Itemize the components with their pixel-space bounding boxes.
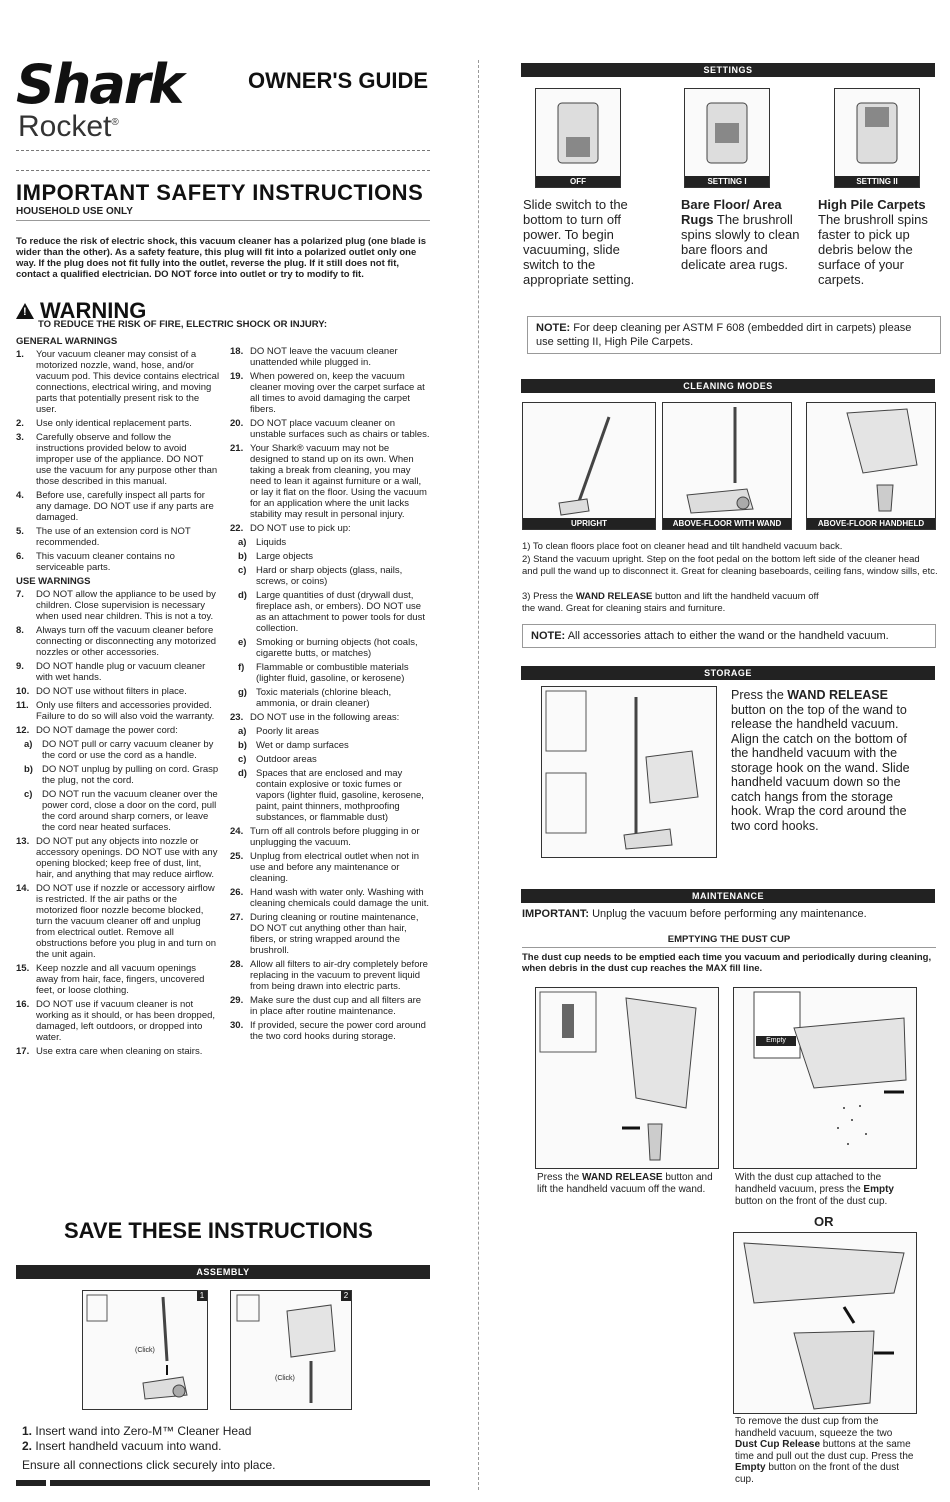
dust-cup-figure-1	[535, 987, 719, 1169]
warning-item-text: Make sure the dust cup and all filters are in place after routine maintenance.	[250, 995, 422, 1017]
above-floor-wand-illustration	[663, 403, 791, 529]
warning-item-text: The use of an extension cord is NOT recommended.	[36, 526, 191, 548]
warning-item-text: If provided, secure the power cord around the two cord hooks during storage.	[250, 1020, 426, 1042]
warning-item-number: 12.	[16, 725, 30, 736]
warning-item-text: DO NOT use without filters in place.	[36, 686, 187, 697]
warning-item-text: DO NOT damage the power cord:	[36, 725, 178, 736]
assembly-step-2: 2. Insert handheld vacuum into wand.	[22, 1439, 222, 1453]
warning-item-text: DO NOT put any objects into nozzle or accessory openings. DO NOT use with any opening blocked; keep free of dust, lint, hair, and anything that may reduce airflow.	[36, 836, 218, 880]
warning-item-number: b)	[238, 551, 247, 562]
guide-title: OWNER'S GUIDE	[248, 68, 429, 93]
dust-cup-caption-3: To remove the dust cup from the handheld vacuum, squeeze the two Dust Cup Release buttons at the same time and pull out the dust cup. Press the Empty button on the front of the dust cup.	[735, 1416, 914, 1485]
warning-item-text: DO NOT unplug by pulling on cord. Grasp the plug, not the cord.	[42, 764, 219, 786]
warning-item-number: c)	[24, 789, 33, 800]
switch-setting-ii-illustration	[835, 89, 919, 187]
warning-item-text: DO NOT allow the appliance to be used by children. Close supervision is necessary when used near children. This is not a toy.	[36, 589, 216, 622]
warning-item	[16, 725, 220, 736]
warning-item	[16, 625, 220, 658]
warning-item-text: DO NOT use in the following areas:	[250, 712, 400, 723]
mode-wand-figure	[662, 402, 792, 530]
warning-item	[16, 551, 220, 573]
setting-ii-figure	[834, 88, 920, 188]
warning-item-number: 17.	[16, 1046, 30, 1057]
warning-item-number: 30.	[230, 1020, 244, 1031]
warning-item	[16, 349, 220, 415]
warning-item-text: When powered on, keep the vacuum cleaner moving over the carpet surface at all times to avoid damaging the carpet fibers.	[250, 371, 425, 415]
divider	[16, 150, 430, 151]
modes-note: NOTE: All accessories attach to either the wand or the handheld vacuum.	[522, 624, 936, 648]
warning-item	[16, 661, 220, 683]
warning-item	[230, 590, 430, 634]
mode-label: ABOVE-FLOOR WITH WAND	[663, 518, 791, 529]
warning-item-number: d)	[238, 590, 247, 601]
warning-item-number: 5.	[16, 526, 24, 537]
settings-note: NOTE: For deep cleaning per ASTM F 608 (embedded dirt in carpets) please use setting II, High Pile Carpets.	[527, 316, 941, 354]
warning-item-text: Spaces that are enclosed and may contain explosive or toxic fumes or vapors (lighter fluid, gasoline, kerosene, paint, paint thinners, mothproofing substances, or flammable dust)	[256, 768, 424, 823]
divider	[16, 220, 430, 221]
assembly-ensure: Ensure all connections click securely into place.	[22, 1458, 276, 1472]
click-label: (Click)	[275, 1375, 295, 1382]
warning-item	[16, 1046, 220, 1057]
warning-item	[16, 963, 220, 996]
warning-item	[230, 443, 430, 520]
empty-button-label: Empty	[756, 1036, 796, 1046]
warning-item-number: f)	[238, 662, 245, 673]
warning-item-text: Hand wash with water only. Washing with cleaning chemicals could damage the unit.	[250, 887, 430, 909]
warning-item-number: 3.	[16, 432, 24, 443]
warning-item	[230, 346, 430, 368]
storage-figure	[541, 686, 717, 858]
dust-cup-caption-1: Press the WAND RELEASE button and lift the handheld vacuum off the wand.	[537, 1172, 713, 1195]
warning-item-number: a)	[24, 739, 33, 750]
warning-icon: !	[16, 303, 34, 319]
warning-item	[230, 768, 430, 823]
setting-label: OFF	[536, 176, 620, 187]
warning-item-text: DO NOT run the vacuum cleaner over the power cord, close a door on the cord, pull the cord around sharp corners, or leave the cord near heated surfaces.	[42, 789, 218, 833]
warning-item-text: DO NOT use if nozzle or accessory airflow is restricted. If the air paths or the motorized floor nozzle become blocked, turn the vacuum cleaner off and unplug from electrical outlet. Remove all obstructions before you plug in and turn on the unit again.	[36, 883, 217, 960]
dust-cup-figure-3	[733, 1232, 917, 1414]
emptying-dust-cup-heading: EMPTYING THE DUST CUP	[667, 934, 791, 945]
warning-item-text: DO NOT pull or carry vacuum cleaner by the cord or use the cord as a handle.	[42, 739, 214, 761]
warning-item-text: DO NOT place vacuum cleaner on unstable surfaces such as chairs or tables.	[250, 418, 430, 440]
figure-number: 1	[197, 1291, 207, 1301]
warning-item-text: DO NOT handle plug or vacuum cleaner with wet hands.	[36, 661, 206, 683]
right-warning-column	[230, 346, 430, 1045]
warning-item-number: 1.	[16, 349, 24, 360]
warning-item	[230, 1020, 430, 1042]
warning-item-text: Use extra care when cleaning on stairs.	[36, 1046, 203, 1057]
mode-label: UPRIGHT	[523, 518, 655, 529]
mode-upright-figure	[522, 402, 656, 530]
warning-item-number: 13.	[16, 836, 30, 847]
safety-title: IMPORTANT SAFETY INSTRUCTIONS	[16, 180, 424, 205]
mode-label: ABOVE-FLOOR HANDHELD	[807, 518, 935, 529]
above-floor-handheld-illustration	[807, 403, 935, 529]
mode-step-3: 3) Press the WAND RELEASE button and lift the handheld vacuum off the wand. Great for cleaning stairs and furniture.	[522, 591, 819, 614]
left-warning-column	[16, 334, 220, 1060]
warning-item-text: Before use, carefully inspect all parts for any damage. DO NOT use if any parts are damaged.	[36, 490, 214, 523]
warning-item-number: 21.	[230, 443, 244, 454]
dust-cup-release-illustration	[734, 1233, 916, 1413]
storage-header: STORAGE	[521, 666, 935, 680]
setting-ii-text: High Pile Carpets The brushroll spins faster to pick up debris below the surface of your carpets.	[818, 197, 928, 287]
assembly-figure-1	[82, 1290, 208, 1410]
warning-item-number: 18.	[230, 346, 244, 357]
warning-item-text: This vacuum cleaner contains no serviceable parts.	[36, 551, 175, 573]
warning-item	[230, 754, 430, 765]
switch-off-illustration	[536, 89, 620, 187]
assembly-figure-2	[230, 1290, 352, 1410]
warning-item-number: 7.	[16, 589, 24, 600]
mode-handheld-figure	[806, 402, 936, 530]
warning-item	[230, 726, 430, 737]
warning-item-number: 23.	[230, 712, 244, 723]
warning-item-number: 20.	[230, 418, 244, 429]
warning-item-number: 10.	[16, 686, 30, 697]
warning-item-text: Toxic materials (chlorine bleach, ammonia, or drain cleaner)	[256, 687, 392, 709]
warning-item	[16, 589, 220, 622]
warning-item	[230, 662, 430, 684]
setting-i-figure	[684, 88, 770, 188]
warning-item-text: Outdoor areas	[256, 754, 317, 765]
warning-item-number: 6.	[16, 551, 24, 562]
warning-item-number: c)	[238, 565, 247, 576]
warning-item-number: a)	[238, 726, 247, 737]
warning-item-text: Liquids	[256, 537, 287, 548]
warning-item-text: DO NOT use to pick up:	[250, 523, 351, 534]
household-label: HOUSEHOLD USE ONLY	[16, 206, 133, 217]
warning-item	[16, 432, 220, 487]
empty-button-illustration	[734, 988, 916, 1168]
warning-item-text: Smoking or burning objects (hot coals, cigarette butts, or matches)	[256, 637, 418, 659]
warning-item-number: 4.	[16, 490, 24, 501]
warning-item	[16, 700, 220, 722]
setting-label: SETTING I	[685, 176, 769, 187]
warning-item	[16, 999, 220, 1043]
warning-item	[230, 740, 430, 751]
warning-item-number: 2.	[16, 418, 24, 429]
assembly-step-1: 1. Insert wand into Zero-M™ Cleaner Head	[22, 1424, 252, 1438]
warning-item	[230, 537, 430, 548]
warning-item	[230, 418, 430, 440]
page-divider	[478, 60, 479, 1490]
warning-item-number: b)	[24, 764, 33, 775]
storage-illustration	[542, 687, 716, 857]
polarized-plug-intro: To reduce the risk of electric shock, this vacuum cleaner has a polarized plug (one blade is wider than the other). As a safety feature, this plug will fit into a polarized outlet only one way. If the plug does not fit fully into the outlet, reverse the plug. If it still does not fit, contact a qualified electrician. DO NOT force into outlet or try to modify to fit.	[16, 236, 427, 280]
warning-item	[16, 418, 220, 429]
setting-off-text: Slide switch to the bottom to turn off power. To begin vacuuming, slide switch to the appropriate setting.	[523, 197, 635, 287]
warning-item	[16, 836, 220, 880]
warning-item-text: Unplug from electrical outlet when not in use and before any maintenance or cleaning.	[250, 851, 419, 884]
warning-item-text: DO NOT use if vacuum cleaner is not working as it should, or has been dropped, damaged, left outdoors, or dropped into water.	[36, 999, 216, 1043]
warning-item	[16, 686, 220, 697]
warning-item	[230, 551, 430, 562]
warning-item-text: Poorly lit areas	[256, 726, 319, 737]
settings-header: SETTINGS	[521, 63, 935, 77]
general-warnings-heading: GENERAL WARNINGS	[16, 336, 118, 347]
warning-item-number: 19.	[230, 371, 244, 382]
warning-item	[16, 764, 220, 786]
warning-item-number: 26.	[230, 887, 244, 898]
or-label: OR	[814, 1214, 834, 1229]
warning-item-text: Hard or sharp objects (glass, nails, screws, or coins)	[256, 565, 403, 587]
warning-item-text: Only use filters and accessories provided. Failure to do so will also void the warranty.	[36, 700, 215, 722]
warning-item-number: g)	[238, 687, 247, 698]
warning-item	[230, 371, 430, 415]
warning-item	[230, 912, 430, 956]
use-warnings-heading: USE WARNINGS	[16, 576, 91, 587]
maintenance-important: IMPORTANT: Unplug the vacuum before performing any maintenance.	[522, 908, 867, 920]
warning-item-number: 25.	[230, 851, 244, 862]
warning-item-number: 22.	[230, 523, 244, 534]
warning-item-text: Wet or damp surfaces	[256, 740, 349, 751]
warning-item	[230, 887, 430, 909]
figure-number: 2	[341, 1291, 351, 1301]
warning-item-text: Turn off all controls before plugging in or unplugging the vacuum.	[250, 826, 420, 848]
warning-item	[16, 789, 220, 833]
footer-bar	[16, 1480, 46, 1486]
wand-release-illustration	[536, 988, 718, 1168]
brand-logo: Shark	[16, 53, 183, 116]
warning-item	[230, 687, 430, 709]
storage-text: Press the WAND RELEASE button on the top of the wand to release the handheld vacuum. Align the catch on the bottom of the handheld vacuum with the storage hook on the wand. Slide handheld vacuum down so the catch hangs from the storage hook. Wrap the cord around the two cord hooks.	[731, 688, 910, 833]
warning-item-text: Flammable or combustible materials (lighter fluid, gasoline, or kerosene)	[256, 662, 409, 684]
warning-item-number: c)	[238, 754, 247, 765]
cleaning-modes-header: CLEANING MODES	[521, 379, 935, 393]
warning-item	[16, 739, 220, 761]
warning-item-text: Your vacuum cleaner may consist of a motorized nozzle, wand, hose, and/or vacuum pod. This device contains electrical connections, electrical wiring, and moving parts that potentially present risk to the user.	[36, 349, 220, 415]
warning-subtitle: TO REDUCE THE RISK OF FIRE, ELECTRIC SHOCK OR INJURY:	[38, 319, 328, 330]
setting-i-text: Bare Floor/ Area Rugs The brushroll spins slowly to clean bare floors and delicate area rugs.	[681, 197, 800, 272]
warning-item	[230, 826, 430, 848]
divider	[16, 170, 430, 171]
warning-item-number: 11.	[16, 700, 29, 711]
warning-item	[230, 637, 430, 659]
warning-item-text: DO NOT leave the vacuum cleaner unattended while plugged in.	[250, 346, 398, 368]
warning-item	[16, 490, 220, 523]
warning-item	[230, 565, 430, 587]
upright-illustration	[523, 403, 655, 529]
warning-item	[16, 883, 220, 960]
click-label: (Click)	[135, 1347, 155, 1354]
warning-item-text: During cleaning or routine maintenance, DO NOT cut anything other than hair, fibers, or string wrapped around the brushroll.	[250, 912, 419, 956]
warning-item-number: 29.	[230, 995, 244, 1006]
dust-cup-intro: The dust cup needs to be emptied each time you vacuum and periodically during cleaning, when debris in the dust cup reaches the MAX fill line.	[522, 952, 932, 974]
warning-item-number: b)	[238, 740, 247, 751]
warning-item-text: Carefully observe and follow the instructions provided below to avoid improper use of the appliance. DO NOT use the vacuum for any purpose other than those described in this manual.	[36, 432, 218, 487]
footer-bar	[50, 1480, 430, 1486]
warning-item-number: d)	[238, 768, 247, 779]
warning-item-number: 15.	[16, 963, 30, 974]
maintenance-header: MAINTENANCE	[521, 889, 935, 903]
assembly-header: ASSEMBLY	[16, 1265, 430, 1279]
warning-item-number: 16.	[16, 999, 30, 1010]
save-instructions: SAVE THESE INSTRUCTIONS	[64, 1218, 373, 1243]
model-name: Rocket®	[18, 110, 119, 143]
warning-item-number: 27.	[230, 912, 244, 923]
mode-step-2: 2) Stand the vacuum upright. Step on the foot pedal on the bottom left side of the cleaner head and pull the wand up to disconnect it. Great for cleaning baseboards, ceiling fans, window sills, etc.	[522, 554, 938, 577]
warning-item-text: Large quantities of dust (drywall dust, fireplace ash, or embers). DO NOT use as an attachment to power tools for dust collection.	[256, 590, 425, 634]
dust-cup-figure-2	[733, 987, 917, 1169]
warning-item-number: 28.	[230, 959, 244, 970]
warning-item	[230, 851, 430, 884]
warning-item-text: Keep nozzle and all vacuum openings away from hair, face, fingers, uncovered feet, or loose clothing.	[36, 963, 205, 996]
switch-setting-i-illustration	[685, 89, 769, 187]
warning-item	[230, 995, 430, 1017]
warning-item	[230, 523, 430, 534]
warning-item-text: Always turn off the vacuum cleaner before connecting or disconnecting any motorized nozzles or other accessories.	[36, 625, 217, 658]
handheld-wand-illustration	[231, 1291, 351, 1409]
warning-item-text: Your Shark® vacuum may not be designed to stand up on its own. When taking a break from cleaning, you may need to lean it against furniture or a wall, or lay it flat on the floor. Using the vacuum for an application where the unit lacks stability may result in personal injury.	[250, 443, 427, 520]
warning-item-number: a)	[238, 537, 247, 548]
warning-item-number: 24.	[230, 826, 244, 837]
mode-step-1: 1) To clean floors place foot on cleaner head and tilt handheld vacuum back.	[522, 541, 843, 552]
warning-item	[16, 526, 220, 548]
setting-label: SETTING II	[835, 176, 919, 187]
setting-off-figure	[535, 88, 621, 188]
warning-item-text: Use only identical replacement parts.	[36, 418, 192, 429]
warning-item	[230, 959, 430, 992]
warning-item-number: e)	[238, 637, 247, 648]
warning-item-text: Large objects	[256, 551, 314, 562]
warning-item	[230, 712, 430, 723]
warning-item-text: Allow all filters to air-dry completely before replacing in the vacuum to prevent liquid from being drawn into electric parts.	[250, 959, 428, 992]
dust-cup-caption-2: With the dust cup attached to the handheld vacuum, press the Empty button on the front of the dust cup.	[735, 1172, 894, 1207]
warning-item-number: 9.	[16, 661, 24, 672]
warning-heading: ! WARNING	[16, 298, 146, 324]
warning-item-number: 8.	[16, 625, 24, 636]
warning-item-number: 14.	[16, 883, 30, 894]
divider	[522, 947, 936, 948]
